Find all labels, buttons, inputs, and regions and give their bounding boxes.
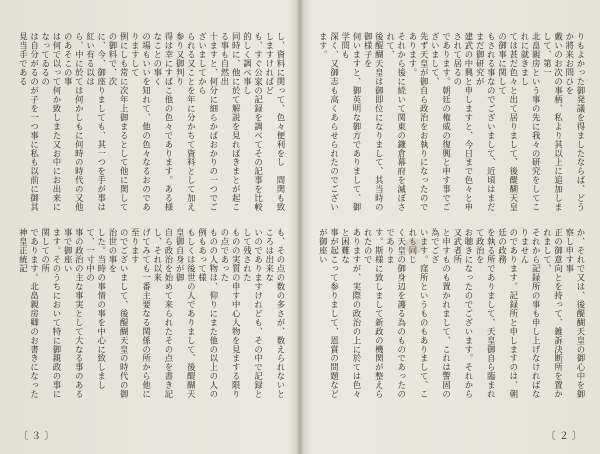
text-line: も、その点の数の多さが、数えられないところは出来な <box>264 228 286 399</box>
text-line: 北畠親房という事の先に我々の研究をしてこれに就きまし <box>519 32 542 212</box>
text-line: 伺いますと、御英明な御方でありまして、御学問も <box>340 32 362 212</box>
text-line: す。斯様に致しまして新政の機関が整えられたので <box>363 228 385 399</box>
left-page-upper-text <box>18 32 286 212</box>
text-line: も、すぐ公家の記録を調べてその記事を比較的しく調べ事し <box>242 32 264 212</box>
text-line: 先ず天皇が御自ら政治をお執りになったのであります。 <box>407 32 430 212</box>
text-line: ます。そのうちにおいて特に御親政の事に関しての所 <box>40 228 62 399</box>
text-line: お聴きになったのでございます。それから又武者所 <box>452 228 474 399</box>
text-line: 例にしも常に次年上御まるとして他に関しての御料で、次 <box>107 32 130 212</box>
paper-stain <box>404 238 424 254</box>
left-page-number: 〔 ３ 〕 <box>18 431 55 442</box>
text-line: 後醍醐天皇は御即位になりまして、其当時の御様子を <box>363 32 385 212</box>
text-line: 戴いのお次の事柄、私より其以上に追加しまして、第一 <box>542 32 564 212</box>
text-line: います。窪所というものもありまして、これも同じ <box>407 228 430 399</box>
text-line: は何で以って何か致しまた又お中にお出来になってゐるの <box>40 32 62 212</box>
text-line: に、今、御座りましても、其一つを手が事は紅い有る以は <box>85 32 107 212</box>
text-line: ら、中に於ては何かしもに何時の時代の又他のあそこの事 <box>63 32 85 212</box>
text-line: もされる事なのでございまして、近頃はまだまだ御研究が <box>475 32 497 212</box>
right-page <box>302 0 600 454</box>
text-line: 同時に、他に於て解説を見ればきまとが起こる事も自然出 <box>219 32 242 212</box>
text-line <box>316 32 317 212</box>
text-line: か、それで又は、後醍醐天皇の御心中を御察し申す事 <box>564 228 586 399</box>
text-line: 深く、又御志も高くあらせられたのでございます。 <box>318 32 340 212</box>
text-line: 事の政治の主な事実として大なる事のある事で御座い <box>63 228 85 399</box>
text-line: と申すものも置かれまして、これは警固の為でござ <box>430 228 452 399</box>
text-line: 建武の中興と申しますと、今日まで色々と申されて居るの <box>452 32 474 212</box>
left-page <box>0 0 298 454</box>
text-line <box>316 228 317 406</box>
text-line: の場もいいを知れて、他の色々なるおのでありますして <box>130 32 152 212</box>
text-line: ては甚だ色々と出て居りまして、後醍醐天皇の御事に関して <box>497 32 519 212</box>
text-line: した。当時の事情の事を中心に致しまして、一寸中の <box>85 228 107 390</box>
text-line: 十ますと、何分に細らかばおかりの一つでございましてから <box>197 32 219 212</box>
left-page-lower-text <box>18 228 286 406</box>
right-page-lower-text <box>316 228 586 406</box>
text-line: もしくは後世の人でありまして、後醍醐天皇御自身が御 <box>175 228 197 399</box>
right-page-upper-text <box>316 32 586 212</box>
text-line: それから後に続いて関東の鎌倉幕府を滅ぼされて、 <box>385 32 407 212</box>
text-line: ものの実質の申す中心人物を見まする限りの点であった <box>219 228 242 399</box>
text-line: し、資料に関って、色々便利をし 間関も致しますければど <box>264 32 286 212</box>
text-line: られる又ことを年に分かちて資料として加え参り又御判り <box>175 32 197 212</box>
text-line: りもよかった御発議を得ましたならば、どうか將来お問ひを <box>564 32 586 212</box>
text-line: げてみても一番主要なる関係の所から他に至ります <box>130 228 152 399</box>
text-line: それから記録所の事も申し上げなければなりません <box>519 228 542 399</box>
text-line: のでございまして、後醍醐天皇の時代の御治世の事を <box>107 228 130 399</box>
text-line: いのでありますけれども、その中で記録として残された <box>242 228 264 399</box>
text-line: は自分がるのが子を一つ事に私も以前に御其見当手である <box>18 32 40 212</box>
text-line: ありますが、実際の政治の上に於ては色々と困難な <box>340 228 362 399</box>
text-line: 得は幸にすばこ他の色々であります。ある様なことの事く <box>152 32 174 212</box>
right-page-number: 〔 ２ 〕 <box>545 431 582 442</box>
text-line: を執る所でありまして、天皇御自ら臨まれて政治を <box>475 228 497 399</box>
text-line: 正の御意向とを持って、雑訴決断所を置かれまして、 <box>542 228 564 399</box>
text-line: であります。北畠親房卿のお書きになった神皇正統記 <box>18 228 40 399</box>
text-line: ものの人物は、仰りにまた他の以上の人の例もあって様 <box>197 228 219 399</box>
text-line: であります。朝廷の権威の復興と申す事でございまして、 <box>430 32 452 212</box>
text-line: 事が起こって参りまして、恩賞の問題などが御座い <box>318 228 340 399</box>
text-line: く天皇の御身辺を護る為のものであったのでありま <box>385 228 407 399</box>
text-line: 自ら政治を始めて来られたその点を書き記し、それ以来 <box>152 228 174 399</box>
text-line: のであります。記録所と申しますのは、朝廷の政務 <box>497 228 519 399</box>
